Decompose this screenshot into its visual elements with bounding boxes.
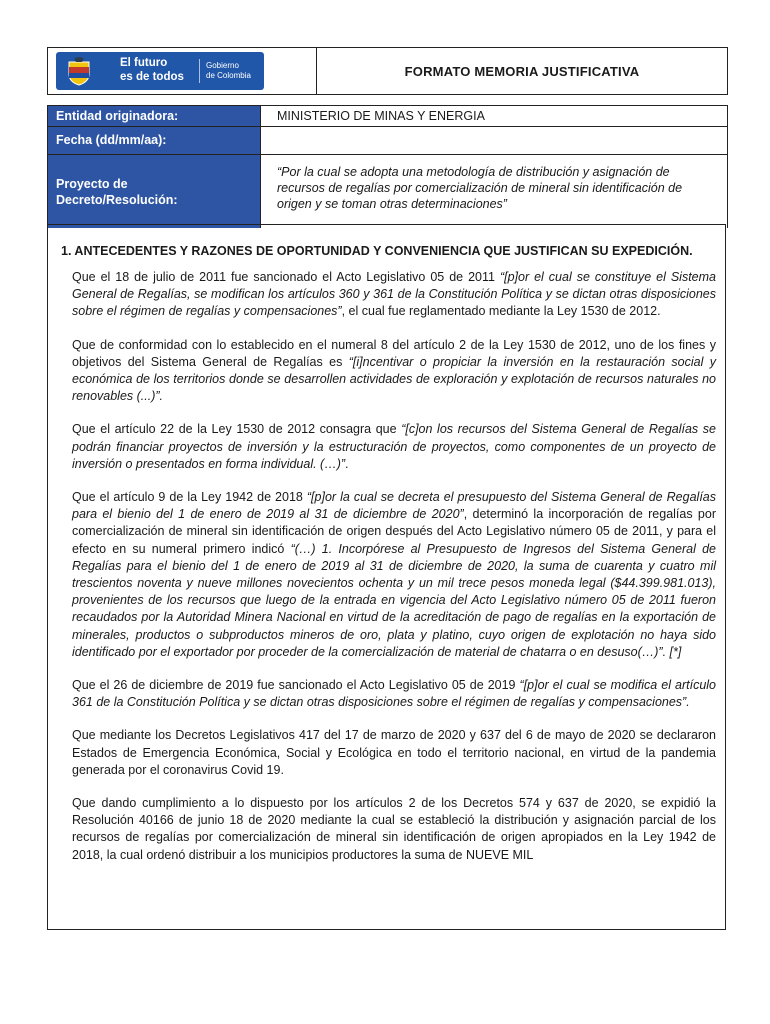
entidad-value: MINISTERIO DE MINAS Y ENERGIA — [260, 106, 727, 126]
document-title: FORMATO MEMORIA JUSTIFICATIVA — [404, 63, 640, 79]
logo-line-1: El futuro — [120, 57, 168, 69]
p1-text-a: Que el 18 de julio de 2011 fue sancionado el Acto Legislativo 05 de 2011 — [72, 270, 500, 284]
government-logo — [56, 52, 264, 90]
info-table — [47, 105, 728, 228]
content-box — [47, 224, 726, 930]
p1-text-c: , el cual fue reglamentado mediante la Ley 1530 de 2012. — [341, 304, 661, 319]
proyecto-row — [48, 155, 727, 228]
header-box — [47, 47, 728, 95]
p4-quote-2: “(…) 1. Incorpórese al Presupuesto de Ingresos del Sistema General de Regalías para el bienio del 1 de enero de 2019 al 31 de diciembre de 2020, la suma de cuarenta y cuatro mil trescientos noventa y nueve millones novecientos ochenta y un mil trece pesos moneda legal ($44.399.981.013), provenientes de los recursos que luego de la entrada en vigencia del Acto Legislativo número 05 de 2011 fueron recaudados por la Autoridad Minera Nacional en virtud de la acreditación de pago de regalías en la exportación de minerales, productos o subproductos mineros de oro, plata y platino, cuyo origen de explotación no haya sido identificado por el exportador por proceder de la comercialización de material de chatarra o en desuso(…)”. [*] — [72, 541, 717, 659]
p5-text-a: Que el 26 de diciembre de 2019 fue sancionado el Acto Legislativo 05 de 2019 — [72, 678, 520, 693]
fecha-label: Fecha (dd/mm/aa): — [48, 127, 260, 154]
colombia-crest-icon — [66, 56, 92, 86]
paragraph-2 — [72, 337, 716, 406]
entidad-label: Entidad originadora: — [48, 106, 260, 126]
paragraph-3 — [72, 421, 716, 473]
p1-quote: “[p]or el cual se constituye el Sistema General de Regalías, se modifican los artículos 360 y 361 de la Constitución Política y se dictan otras disposiciones sobre el régimen de regalías y compensaciones” — [72, 270, 716, 319]
proyecto-label-line-2: Decreto/Resolución: — [56, 192, 178, 207]
p4-text-c: , determinó la incorporación de regalías por comercialización de mineral sin identificación de origen después del Acto Legislativo número 05 de 2011, y para el efecto en su numeral primero indicó — [72, 507, 716, 556]
p3-quote: “[c]on los recursos del Sistema General de Regalías se podrán financiar proyectos de inversión y la estructuración de proyectos, como componentes de un proyecto de inversión o presentados en forma individual. (…)” — [72, 422, 717, 471]
logo-divider — [199, 59, 200, 83]
p5-quote: “[p]or el cual se modifica el artículo 361 de la Constitución Política y se dictan otras disposiciones sobre el régimen de regalías y compensaciones”. — [72, 678, 717, 710]
paragraph-5 — [72, 677, 716, 711]
fecha-value — [260, 127, 727, 154]
paragraph-4 — [72, 489, 716, 661]
proyecto-value: “Por la cual se adopta una metodología de distribución y asignación de recursos de regalías por comercialización de mineral sin identificación de origen y se toman otras determinaciones” — [260, 155, 727, 228]
p2-text-a: Que de conformidad con lo establecido en el numeral 8 del artículo 2 de la Ley 1530 de 2012, uno de los fines y objetivos del Sistema General de Regalías es — [72, 337, 716, 369]
logo-line-3: Gobierno — [206, 61, 239, 70]
p2-quote: “[i]ncentivar o propiciar la inversión en la restauración social y económica de los territorios donde se desarrollen actividades de exploración y explotación de recursos naturales no renovables (...)”. — [72, 354, 717, 404]
logo-cell — [48, 48, 317, 94]
proyecto-label — [48, 155, 260, 228]
logo-line-2: es de todos — [120, 71, 184, 83]
paragraph-1 — [72, 269, 716, 321]
section-heading: 1. ANTECEDENTES Y RAZONES DE OPORTUNIDAD Y CONVENIENCIA QUE JUSTIFICAN SU EXPEDICIÓN. — [61, 244, 693, 258]
p3-text-c: . — [345, 456, 349, 471]
entidad-row — [48, 106, 727, 127]
proyecto-label-line-1: Proyecto de — [56, 176, 128, 191]
paragraph-6: Que mediante los Decretos Legislativos 417 del 17 de marzo de 2020 y 637 del 6 de mayo de 2020 se declararon Estados de Emergencia Económica, Social y Ecológica en todo el territorio nacional, en virtud de la pandemia generada por el coronavirus Covid 19. — [72, 728, 716, 777]
fecha-row — [48, 127, 727, 155]
logo-line-4: de Colombia — [206, 71, 251, 80]
p4-quote-1: “[p]or la cual se decreta el presupuesto del Sistema General de Regalías para el bienio del 1 de enero de 2019 al 31 de diciembre de 2020” — [72, 490, 716, 522]
paragraph-7: Que dando cumplimiento a lo dispuesto por los artículos 2 de los Decretos 574 y 637 de 2020, se expidió la Resolución 40166 de junio 18 de 2020 mediante la cual se estableció la distribución y asignación parcial de los recursos de regalías por comercialización de mineral sin identificación de origen apropiados en la Ley 1942 de 2018, la cual ordenó distribuir a los municipios productores la suma de NUEVE MIL — [72, 796, 716, 862]
p4-text-a: Que el artículo 9 de la Ley 1942 de 2018 — [72, 490, 307, 505]
p3-text-a: Que el artículo 22 de la Ley 1530 de 2012 consagra que — [72, 422, 402, 437]
